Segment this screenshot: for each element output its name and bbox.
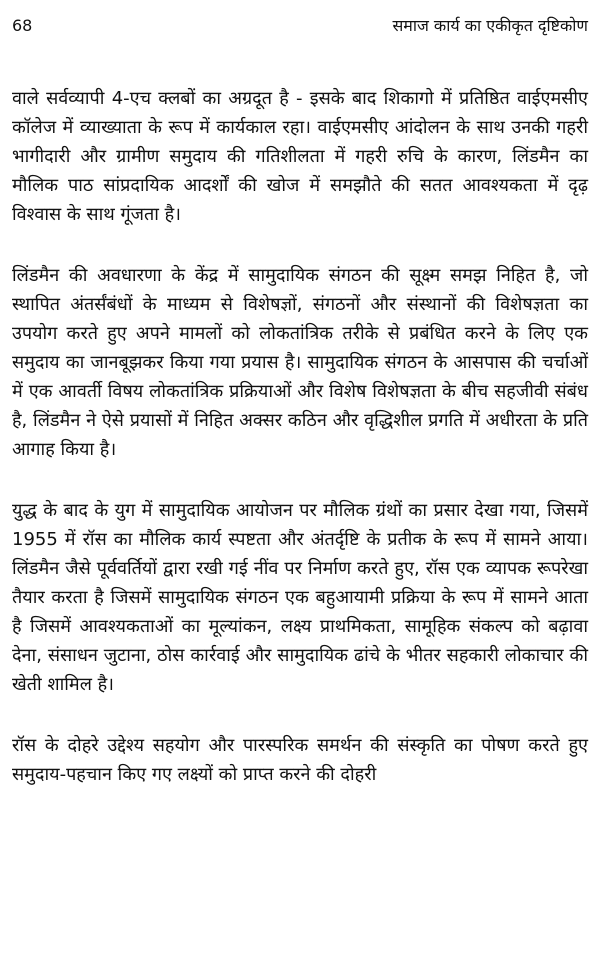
- running-title: समाज कार्य का एकीकृत दृष्टिकोण: [392, 16, 588, 35]
- body-text: [12, 84, 588, 971]
- paragraph-1: वाले सर्वव्यापी 4-एच क्लबों का अग्रदूत है - इसके बाद शिकागो में प्रतिष्ठित वाईएमसीए कॉलेज में व्याख्याता के रूप में कार्यकाल रहा। वाईएमसीए आंदोलन के साथ उनकी गहरी भागीदारी और ग्रामीण समुदाय की गतिशीलता में गहरी रुचि के कारण, लिंडमैन का मौलिक पाठ सांप्रदायिक आदर्शों की खोज में समझौते की सतत आवश्यकता में दृढ़ विश्वास के साथ गूंजता है।: [12, 88, 588, 225]
- paragraph-2: लिंडमैन की अवधारणा के केंद्र में सामुदायिक संगठन की सूक्ष्म समझ निहित है, जो स्थापित अंतर्संबंधों के माध्यम से विशेषज्ञों, संगठनों और संस्थानों की विशेषज्ञता का उपयोग करते हुए अपने मामलों को लोकतांत्रिक तरीके से प्रबंधित करने के लिए एक समुदाय का जानबूझकर किया गया प्रयास है। सामुदायिक संगठन के आसपास की चर्चाओं में एक आवर्ती विषय लोकतांत्रिक प्रक्रियाओं और विशेष विशेषज्ञता के बीच सहजीवी संबंध है, लिंडमैन ने ऐसे प्रयासों में निहित अक्सर कठिन और वृद्धिशील प्रगति में अधीरता के प्रति आगाह किया है।: [12, 265, 588, 460]
- page-header: [12, 14, 588, 38]
- paragraph-3: युद्ध के बाद के युग में सामुदायिक आयोजन पर मौलिक ग्रंथों का प्रसार देखा गया, जिसमें 1955 में रॉस का मौलिक कार्य स्पष्टता और अंतर्दृष्टि के प्रतीक के रूप में सामने आया। लिंडमैन जैसे पूर्ववर्तियों द्वारा रखी गई नींव पर निर्माण करते हुए, रॉस एक व्यापक रूपरेखा तैयार करता है जिसमें सामुदायिक संगठन एक बहुआयामी प्रक्रिया के रूप में सामने आता है जिसमें आवश्यकताओं का मूल्यांकन, लक्ष्य प्राथमिकता, सामूहिक संकल्प को बढ़ावा देना, संसाधन जुटाना, ठोस कार्रवाई और सामुदायिक ढांचे के भीतर सहकारी लोकाचार की खेती शामिल है।: [12, 500, 588, 695]
- paragraph-4: रॉस के दोहरे उद्देश्य सहयोग और पारस्परिक समर्थन की संस्कृति का पोषण करते हुए समुदाय-पहचान किए गए लक्ष्यों को प्राप्त करने की दोहरी: [12, 735, 588, 785]
- page-number: 68: [12, 16, 33, 35]
